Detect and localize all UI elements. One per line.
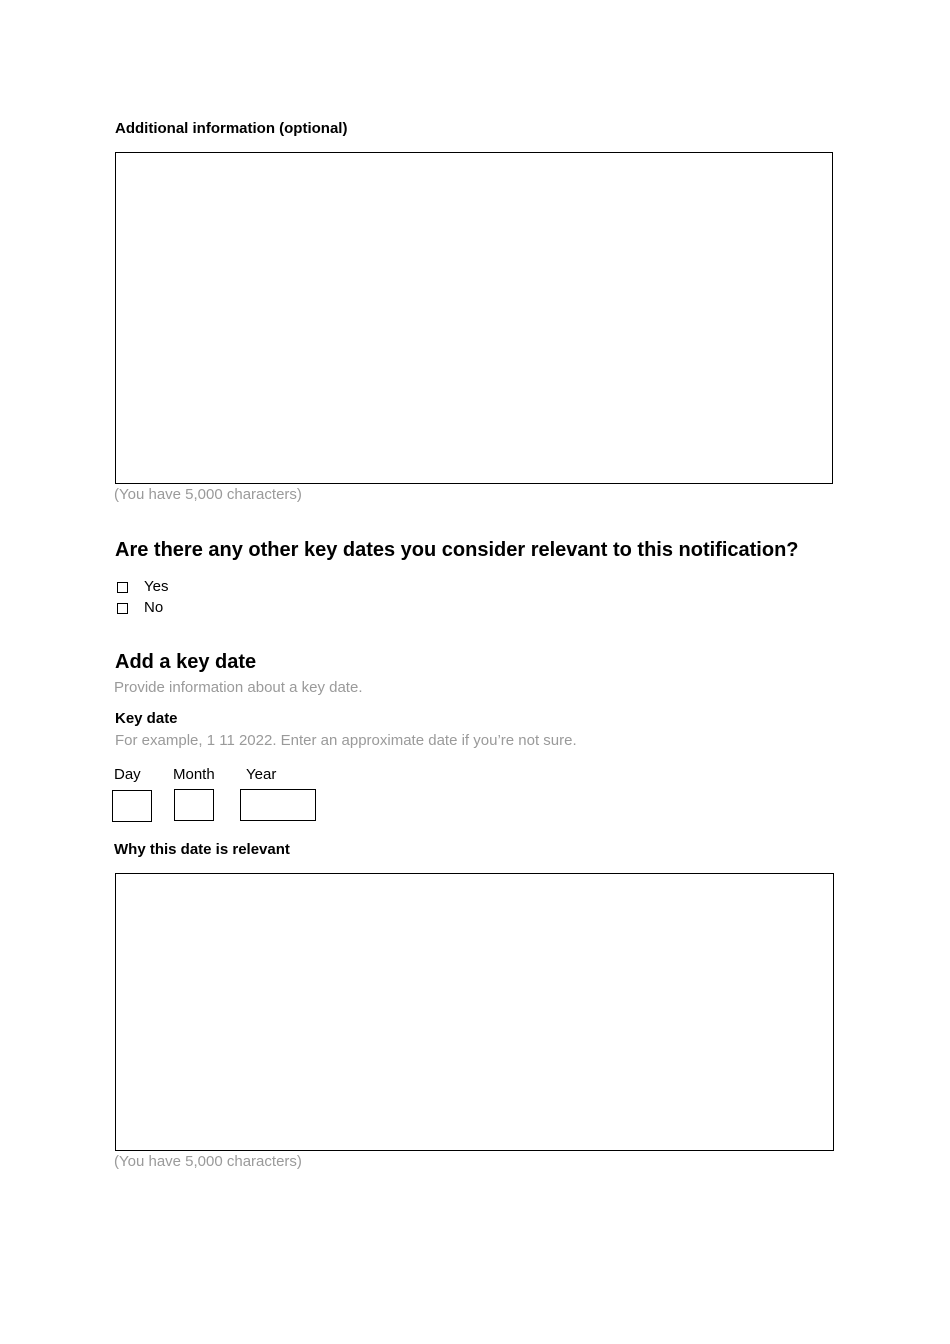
option-yes[interactable] xyxy=(117,578,168,596)
additional-info-label: Additional information (optional) xyxy=(115,120,348,137)
additional-info-textarea[interactable] xyxy=(115,152,833,484)
day-input[interactable] xyxy=(112,790,152,822)
add-key-date-description: Provide information about a key date. xyxy=(114,679,363,696)
no-checkbox[interactable] xyxy=(117,603,128,614)
month-input[interactable] xyxy=(174,789,214,821)
add-key-date-heading: Add a key date xyxy=(115,651,257,673)
day-label: Day xyxy=(114,766,141,783)
option-no-label: No xyxy=(144,599,164,616)
key-date-label: Key date xyxy=(115,710,178,727)
option-yes-label: Yes xyxy=(144,578,169,595)
year-label: Year xyxy=(246,766,277,783)
relevance-textarea[interactable] xyxy=(115,873,834,1151)
relevance-label: Why this date is relevant xyxy=(114,841,290,858)
yes-checkbox[interactable] xyxy=(117,582,128,593)
key-dates-question-heading: Are there any other key dates you consider relevant to this notification? xyxy=(115,539,799,561)
year-input[interactable] xyxy=(240,789,316,821)
relevance-char-count: (You have 5,000 characters) xyxy=(114,1153,302,1170)
additional-info-char-count: (You have 5,000 characters) xyxy=(114,486,302,503)
month-label: Month xyxy=(173,766,215,783)
key-date-hint: For example, 1 11 2022. Enter an approximate date if you’re not sure. xyxy=(115,732,577,749)
option-no[interactable] xyxy=(117,599,163,617)
